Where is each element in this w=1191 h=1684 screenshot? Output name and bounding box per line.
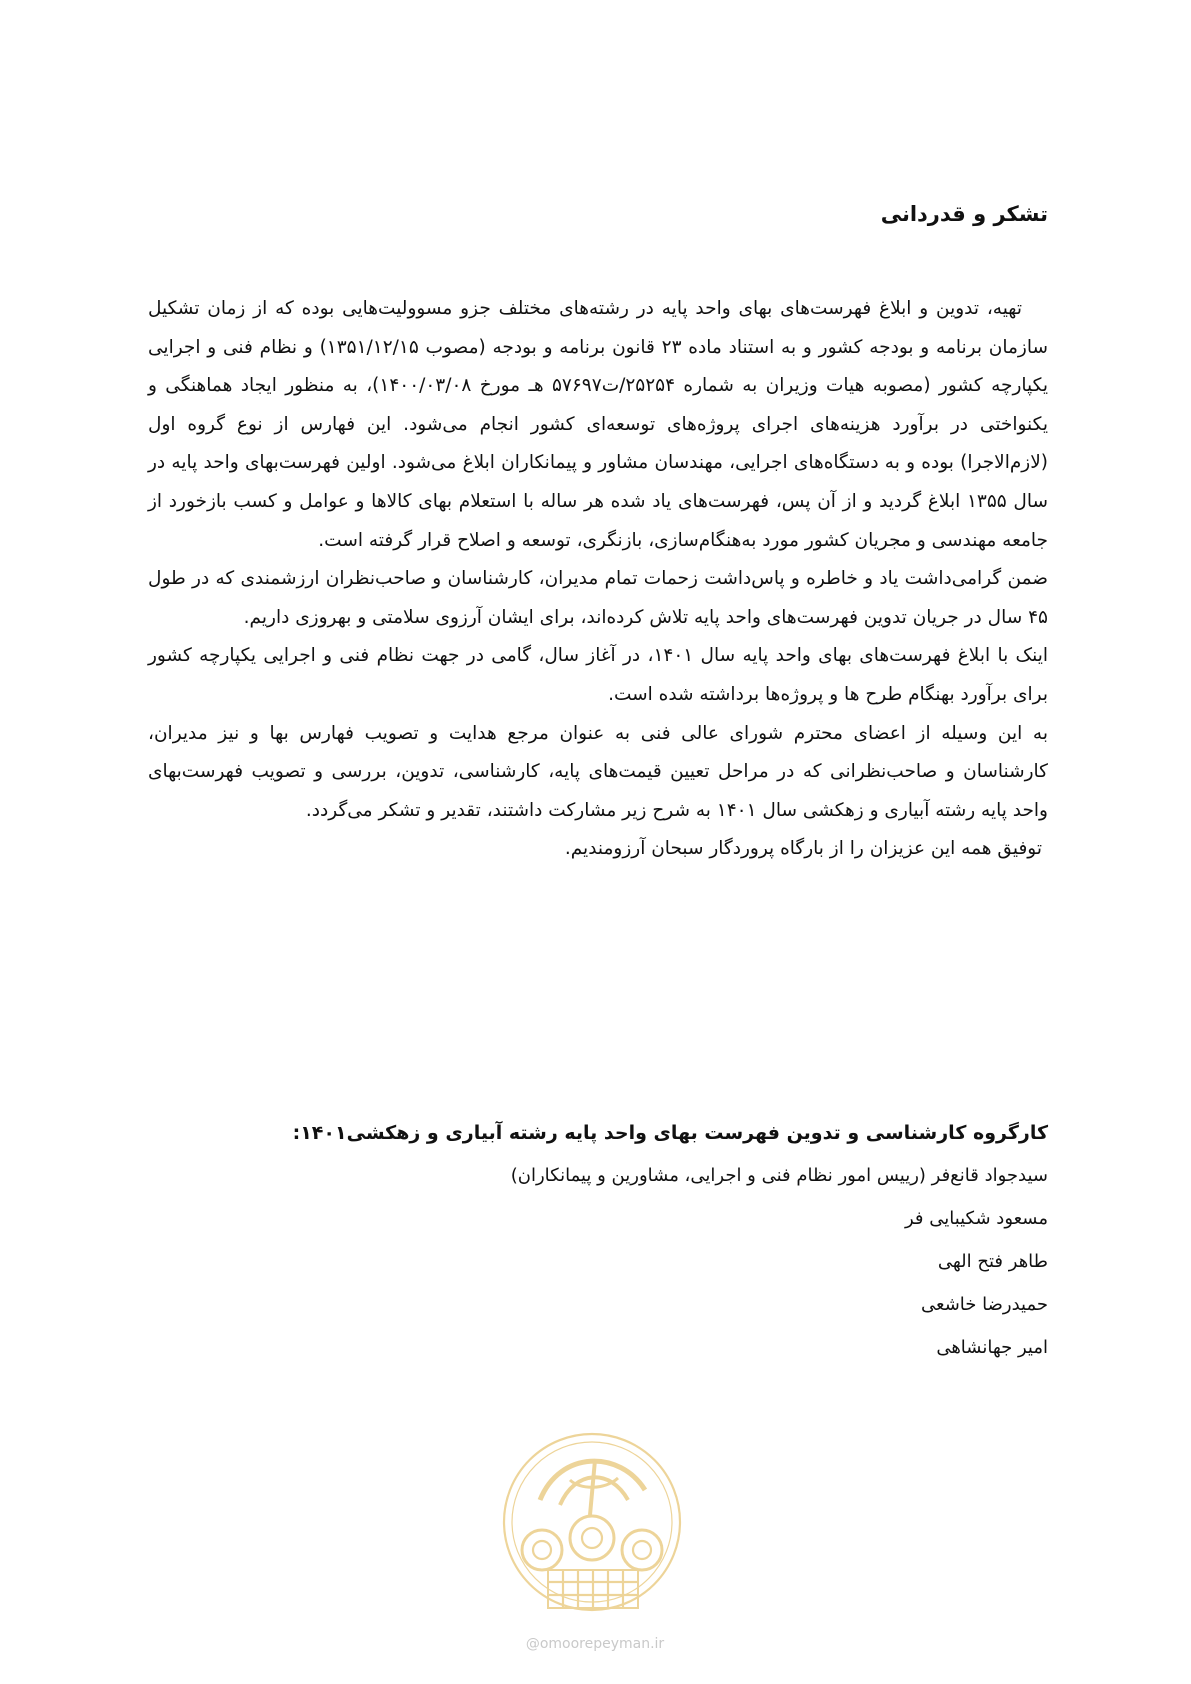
page-title: تشکر و قدردانی: [880, 202, 1048, 226]
team-member: امیر جهانشاهی: [936, 1337, 1048, 1358]
team-section: [148, 1116, 1048, 1369]
paragraph-history: تهیه، تدوین و ابلاغ فهرست‌های بهای واحد پایه در رشته‌های مختلف جزو مسوولیت‌هایی بوده که از زمان تشکیل سازمان برنامه و بودجه کشور و به استناد ماده ۲۳ قانون برنامه و بودجه (مصوب ۱۳۵۱/۱۲/۱۵) و نظام فنی و اجرایی یکپارچه کشور (مصوبه هیات وزیران به شماره ۲۵۲۵۴/ت۵۷۶۹۷ هـ مورخ ۱۴۰۰/۰۳/۰۸)، به منظور ایجاد هماهنگی و یکنواختی در برآورد هزینه‌های اجرای پروژه‌های توسعه‌ای کشور انجام می‌شود. این فهارس از نوع گروه اول (لازم‌الاجرا) بوده و به دستگاه‌های اجرایی، مهندسان مشاور و پیمانکاران ابلاغ می‌شود. اولین فهرست‌بهای واحد پایه در سال ۱۳۵۵ ابلاغ گردید و از آن پس، فهرست‌های یاد شده هر ساله با استعلام بهای کالاها و عوامل و کسب بازخورد از جامعه مهندسی و مجریان کشور مورد به‌هنگام‌سازی، بازنگری، توسعه و اصلاح قرار گرفته است.: [148, 298, 1048, 551]
watermark-url: @omoorepeyman.ir: [525, 1636, 665, 1652]
paragraph-thanks: به این وسیله از اعضای محترم شورای عالی فنی به عنوان مرجع هدایت و تصویب فهارس بها و نیز مدیران، کارشناسان و صاحب‌نظرانی که در مراحل تعیین قیمت‌های پایه، کارشناسی، تدوین، بررسی و تصویب فهرست‌بهای واحد پایه رشته آبیاری و زهکشی سال ۱۴۰۱ به شرح زیر مشارکت داشتند، تقدیر و تشکر می‌گردد.: [148, 722, 1048, 821]
team-member: حمیدرضا خاشعی: [921, 1294, 1048, 1315]
acknowledgement-body: [148, 290, 1048, 869]
watermark-logo-icon: [500, 1430, 685, 1620]
paragraph-closing: توفیق همه این عزیزان را از بارگاه پروردگار سبحان آرزومندیم.: [564, 838, 1042, 860]
paragraph-tribute: ضمن گرامی‌داشت یاد و خاطره و پاس‌داشت زحمات تمام مدیران، کارشناسان و صاحب‌نظران ارزشمندی که در طول ۴۵ سال در جریان تدوین فهرست‌های واحد پایه تلاش کرده‌اند، برای ایشان آرزوی سلامتی و بهروزی داریم.: [148, 568, 1048, 628]
team-member: سیدجواد قانع‌فر (رییس امور نظام فنی و اجرایی، مشاورین و پیمانکاران): [510, 1165, 1048, 1186]
team-members-list: [148, 1154, 1048, 1369]
team-member: طاهر فتح الهی: [937, 1251, 1048, 1272]
paragraph-announcement: اینک با ابلاغ فهرست‌های بهای واحد پایه سال ۱۴۰۱، در آغاز سال، گامی در جهت نظام فنی و اجرایی یکپارچه کشور برای برآورد بهنگام طرح ها و پروژه‌ها برداشته شده است.: [148, 645, 1048, 705]
team-member: مسعود شکیبایی فر: [904, 1208, 1048, 1229]
team-title: کارگروه کارشناسی و تدوین فهرست بهای واحد پایه رشته آبیاری و زهکشی۱۴۰۱:: [292, 1122, 1048, 1144]
